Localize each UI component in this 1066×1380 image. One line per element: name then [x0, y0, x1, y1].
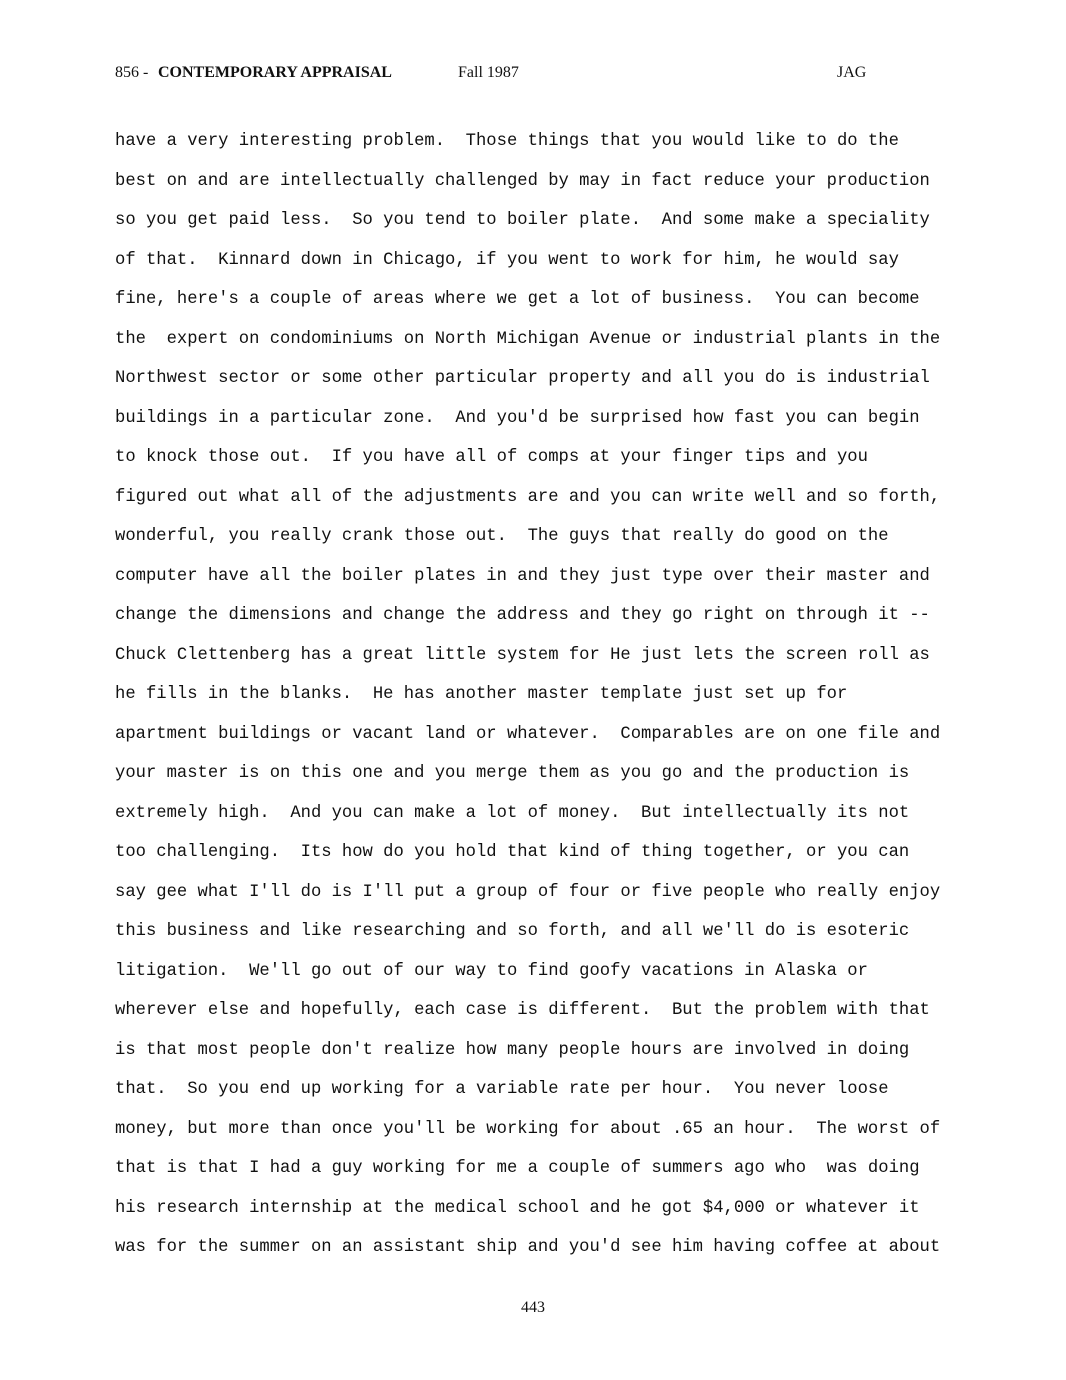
text-line: fine, here's a couple of areas where we get a lot of business. You can become	[115, 290, 920, 309]
text-line: his research internship at the medical school and he got $4,000 or whatever it	[115, 1198, 920, 1218]
text-line: this business and like researching and so forth, and all we'll do is esoteric	[115, 922, 910, 941]
text-line: computer have all the boiler plates in and they just type over their master and	[115, 566, 930, 586]
text-line: of that. Kinnard down in Chicago, if you went to work for him, he would say	[115, 250, 899, 270]
text-line: that is that I had a guy working for me a couple of summers ago who was doing	[115, 1159, 920, 1178]
text-line: was for the summer on an assistant ship and you'd see him having coffee at about	[115, 1238, 941, 1257]
text-line: apartment buildings or vacant land or whatever. Comparables are on one file and	[115, 724, 941, 744]
text-line: so you get paid less. So you tend to boiler plate. And some make a speciality	[115, 211, 930, 230]
text-line: wherever else and hopefully, each case is different. But the problem with that	[115, 1001, 930, 1020]
text-line: is that most people don't realize how many people hours are involved in doing	[115, 1040, 910, 1060]
author-initials: JAG	[837, 64, 867, 81]
text-line: change the dimensions and change the address and they go right on through it --	[115, 606, 930, 625]
text-line: extremely high. And you can make a lot of money. But intellectually its not	[115, 803, 910, 823]
text-line: your master is on this one and you merge them as you go and the production is	[115, 764, 910, 783]
transcript-body	[115, 122, 965, 1268]
text-line: best on and are intellectually challenged by may in fact reduce your production	[115, 171, 930, 191]
text-line: have a very interesting problem. Those things that you would like to do the	[115, 132, 899, 151]
page-header	[115, 63, 875, 85]
text-line: the expert on condominiums on North Michigan Avenue or industrial plants in the	[115, 329, 941, 349]
text-line: litigation. We'll go out of our way to find goofy vacations in Alaska or	[115, 961, 868, 981]
page-number: 443	[521, 1299, 545, 1316]
text-line: that. So you end up working for a variable rate per hour. You never loose	[115, 1080, 889, 1099]
text-line: figured out what all of the adjustments are and you can write well and so forth,	[115, 487, 941, 507]
course-number: 856 -	[115, 64, 149, 81]
course-title: CONTEMPORARY APPRAISAL	[158, 64, 392, 81]
text-line: too challenging. Its how do you hold that kind of thing together, or you can	[115, 843, 910, 862]
text-line: Chuck Clettenberg has a great little system for He just lets the screen roll as	[115, 645, 930, 665]
text-line: to knock those out. If you have all of comps at your finger tips and you	[115, 448, 868, 467]
text-line: buildings in a particular zone. And you'd be surprised how fast you can begin	[115, 408, 920, 428]
text-line: say gee what I'll do is I'll put a group of four or five people who really enjoy	[115, 882, 941, 902]
text-line: Northwest sector or some other particular property and all you do is industrial	[115, 369, 930, 388]
text-line: he fills in the blanks. He has another master template just set up for	[115, 685, 848, 704]
term-label: Fall 1987	[458, 64, 519, 81]
text-line: money, but more than once you'll be working for about .65 an hour. The worst of	[115, 1119, 941, 1139]
text-line: wonderful, you really crank those out. The guys that really do good on the	[115, 527, 889, 546]
